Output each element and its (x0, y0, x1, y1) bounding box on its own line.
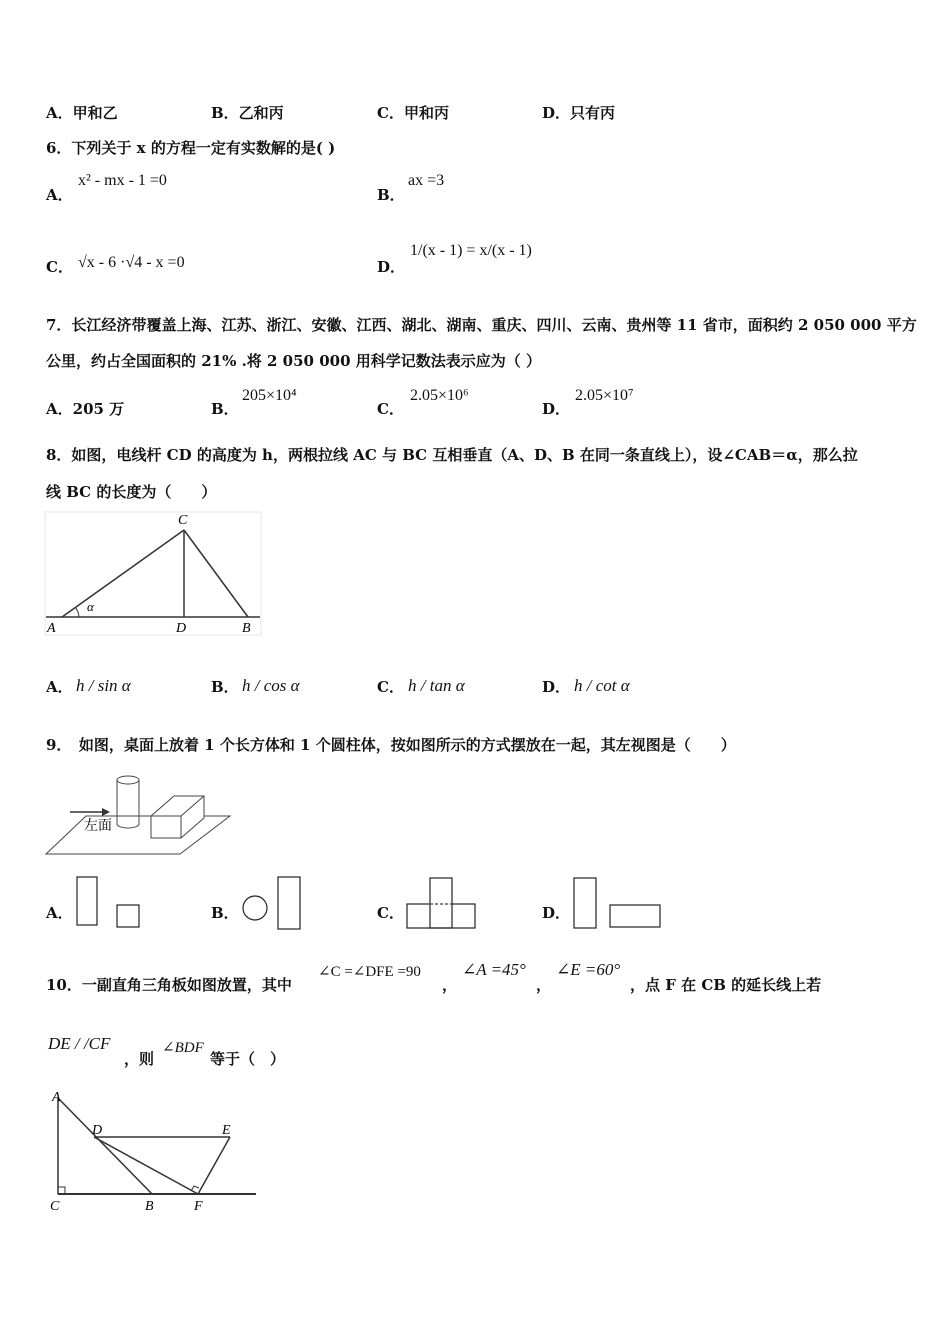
q10-label-e: E (222, 1123, 231, 1138)
q10-separator-2: ， (536, 976, 552, 994)
q7-option-c-expr: 2.05×10⁶ (410, 387, 469, 404)
q6-option-d-label: D． (377, 258, 406, 276)
q8-line-ac (62, 530, 184, 617)
q8-stem-line1: 8．如图，电线杆 CD 的高度为 h，两根拉线 AC 与 BC 互相垂直（A、D、B 在同一条直线上），设∠CAB＝α，那么拉 (46, 446, 858, 464)
q10-label-a: A (52, 1090, 61, 1105)
q9-option-b-figure (240, 874, 306, 932)
q8-option-d-label: D． (542, 678, 571, 696)
q9-option-d-label: D． (542, 904, 571, 922)
q7-option-a: A．205 万 (46, 400, 125, 418)
q9-stem: 9． 如图，桌面上放着 1 个长方体和 1 个圆柱体，按如图所示的方式摆放在一起，其左视图是（ ） (46, 736, 736, 754)
q6-stem: 6．下列关于 x 的方程一定有实数解的是( ) (46, 139, 336, 157)
q10-stem-start: 10．一副直角三角板如图放置，其中 (46, 976, 292, 994)
q9-option-a-figure (75, 874, 145, 932)
q6-option-b-label: B． (377, 186, 405, 204)
q10-label-f: F (194, 1199, 203, 1214)
q8-option-a-expr: h / sin α (76, 676, 131, 695)
q10-expr-right-angles: ∠C =∠DFE =90 (318, 964, 421, 980)
q5-option-d: D．只有丙 (542, 104, 616, 122)
q7-stem-line2: 公里，约占全国面积的 21% .将 2 050 000 用科学记数法表示应为（ ） (46, 352, 541, 370)
q8-stem-line2: 线 BC 的长度为（ ） (46, 483, 217, 501)
q5-option-b: B．乙和丙 (211, 104, 284, 122)
q10-label-b: B (145, 1199, 154, 1214)
q9-option-c-label: C． (377, 904, 404, 922)
q6-option-d-expr: 1/(x - 1) = x/(x - 1) (410, 242, 532, 259)
q7-stem-line1: 7．长江经济带覆盖上海、江苏、浙江、安徽、江西、湖北、湖南、重庆、四川、云南、贵州等 11 省市，面积约 2 050 000 平方 (46, 316, 917, 334)
q7-option-d-label: D． (542, 400, 571, 418)
q8-label-d: D (176, 621, 187, 636)
q8-label-alpha: α (87, 599, 94, 614)
q7-option-c-label: C． (377, 400, 404, 418)
q10-line-ef (198, 1137, 230, 1194)
q8-option-b-label: B． (211, 678, 239, 696)
q9-option-b-label: B． (211, 904, 239, 922)
q10-label-d: D (92, 1123, 103, 1138)
q10-expr-angle-e: ∠E =60° (556, 960, 621, 979)
q9-objects-figure (44, 766, 234, 858)
q9-option-a-label: A． (46, 904, 73, 922)
q9-option-d-figure (570, 874, 666, 932)
q10-set-squares-figure (44, 1086, 260, 1216)
q10-separator-1: ， (442, 976, 458, 994)
q10-stem-tail: 等于（ ） (210, 1050, 286, 1068)
q7-option-b-label: B． (211, 400, 239, 418)
q10-stem-end: ，点 F 在 CB 的延长线上若 (630, 976, 822, 994)
q10-stem-mid: ，则 (124, 1050, 155, 1068)
q10-line-ab (58, 1098, 152, 1194)
q7-option-d-expr: 2.05×10⁷ (575, 387, 634, 404)
q6-option-a-label: A． (46, 186, 73, 204)
q6-option-b-expr: ax =3 (408, 172, 445, 189)
q8-label-b: B (242, 621, 251, 636)
q9-label-left: 左面 (84, 819, 112, 834)
q9-cylinder-top (117, 776, 139, 784)
q10-label-c: C (50, 1199, 60, 1214)
q8-option-c-expr: h / tan α (408, 676, 465, 695)
q8-label-a: A (47, 621, 56, 636)
q6-option-a-expr: x² - mx - 1 =0 (78, 172, 167, 189)
q8-line-bc (184, 530, 248, 617)
q10-line-df (94, 1137, 198, 1194)
q6-option-c-expr: √x - 6 ·√4 - x =0 (78, 254, 185, 271)
q8-label-c: C (178, 513, 188, 528)
q6-option-c-label: C． (46, 258, 73, 276)
q5-option-c: C．甲和丙 (377, 104, 449, 122)
q8-option-b-expr: h / cos α (242, 676, 300, 695)
q9-option-c-figure (404, 874, 480, 932)
q5-option-a: A．甲和乙 (46, 104, 118, 122)
q9-tabletop (46, 816, 230, 854)
q10-expr-parallel: DE / /CF (48, 1034, 111, 1053)
q8-triangle-figure (44, 510, 264, 638)
q8-option-a-label: A． (46, 678, 73, 696)
q7-option-b-expr: 205×10⁴ (242, 387, 297, 404)
q10-expr-angle-a: ∠A =45° (462, 960, 526, 979)
q8-option-c-label: C． (377, 678, 404, 696)
q10-expr-angle-bdf: ∠BDF (162, 1040, 204, 1056)
q8-option-d-expr: h / cot α (574, 676, 630, 695)
